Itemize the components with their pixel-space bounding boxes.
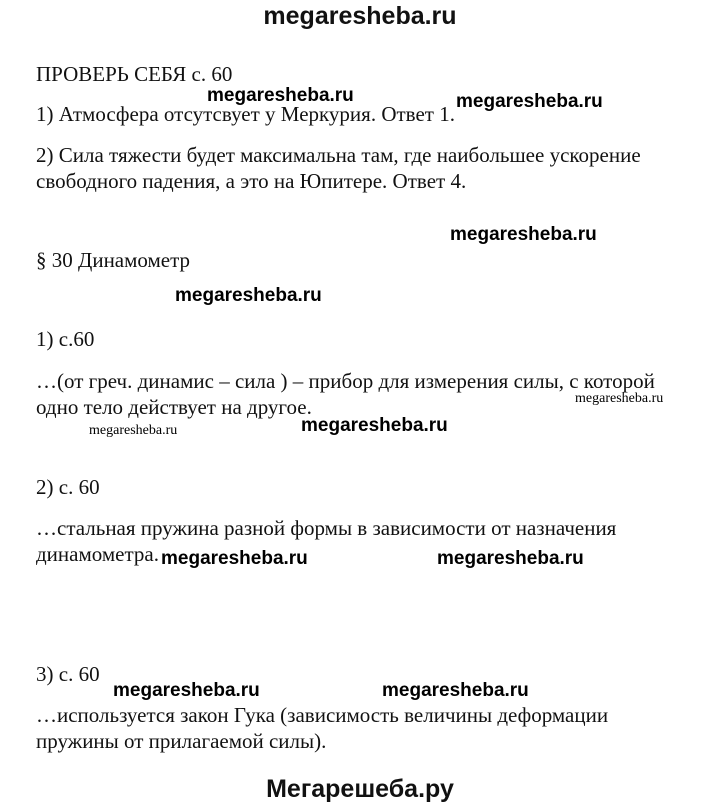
watermark: megaresheba.ru: [301, 415, 448, 436]
question-1-line-2: одно тело действует на другое.: [36, 395, 312, 419]
question-1-line-1: …(от греч. динамис – сила ) – прибор для измерения силы, с которой: [36, 369, 655, 393]
watermark-small: megaresheba.ru: [89, 423, 178, 438]
watermark: megaresheba.ru: [382, 680, 529, 701]
site-header: megaresheba.ru: [263, 2, 457, 30]
question-2-line-2: динамометра.: [36, 542, 159, 566]
section-title: § 30 Динамометр: [36, 248, 191, 272]
question-2-ref: 2) с. 60: [36, 475, 100, 499]
question-2-line-1: …стальная пружина разной формы в зависимости от назначения: [36, 516, 617, 540]
site-footer: Мегарешеба.ру: [266, 775, 454, 803]
watermark: megaresheba.ru: [437, 548, 584, 569]
answer-2-line-2: свободного падения, а это на Юпитере. Ответ 4.: [36, 169, 467, 193]
watermark: megaresheba.ru: [207, 85, 354, 106]
question-3-line-1: …используется закон Гука (зависимость величины деформации: [36, 703, 609, 727]
answer-2-line-1: 2) Сила тяжести будет максимальна там, где наибольшее ускорение: [36, 143, 641, 167]
watermark: megaresheba.ru: [175, 285, 322, 306]
check-title: ПРОВЕРЬ СЕБЯ с. 60: [36, 62, 233, 86]
question-3-ref: 3) с. 60: [36, 662, 100, 686]
watermark-small: megaresheba.ru: [575, 391, 664, 406]
watermark: megaresheba.ru: [113, 680, 260, 701]
watermark: megaresheba.ru: [450, 224, 597, 245]
question-1-ref: 1) с.60: [36, 327, 95, 351]
answer-1: 1) Атмосфера отсутсвует у Меркурия. Ответ 1.: [36, 102, 455, 126]
watermark: megaresheba.ru: [456, 91, 603, 112]
question-3-line-2: пружины от прилагаемой силы).: [36, 729, 327, 753]
watermark: megaresheba.ru: [161, 548, 308, 569]
